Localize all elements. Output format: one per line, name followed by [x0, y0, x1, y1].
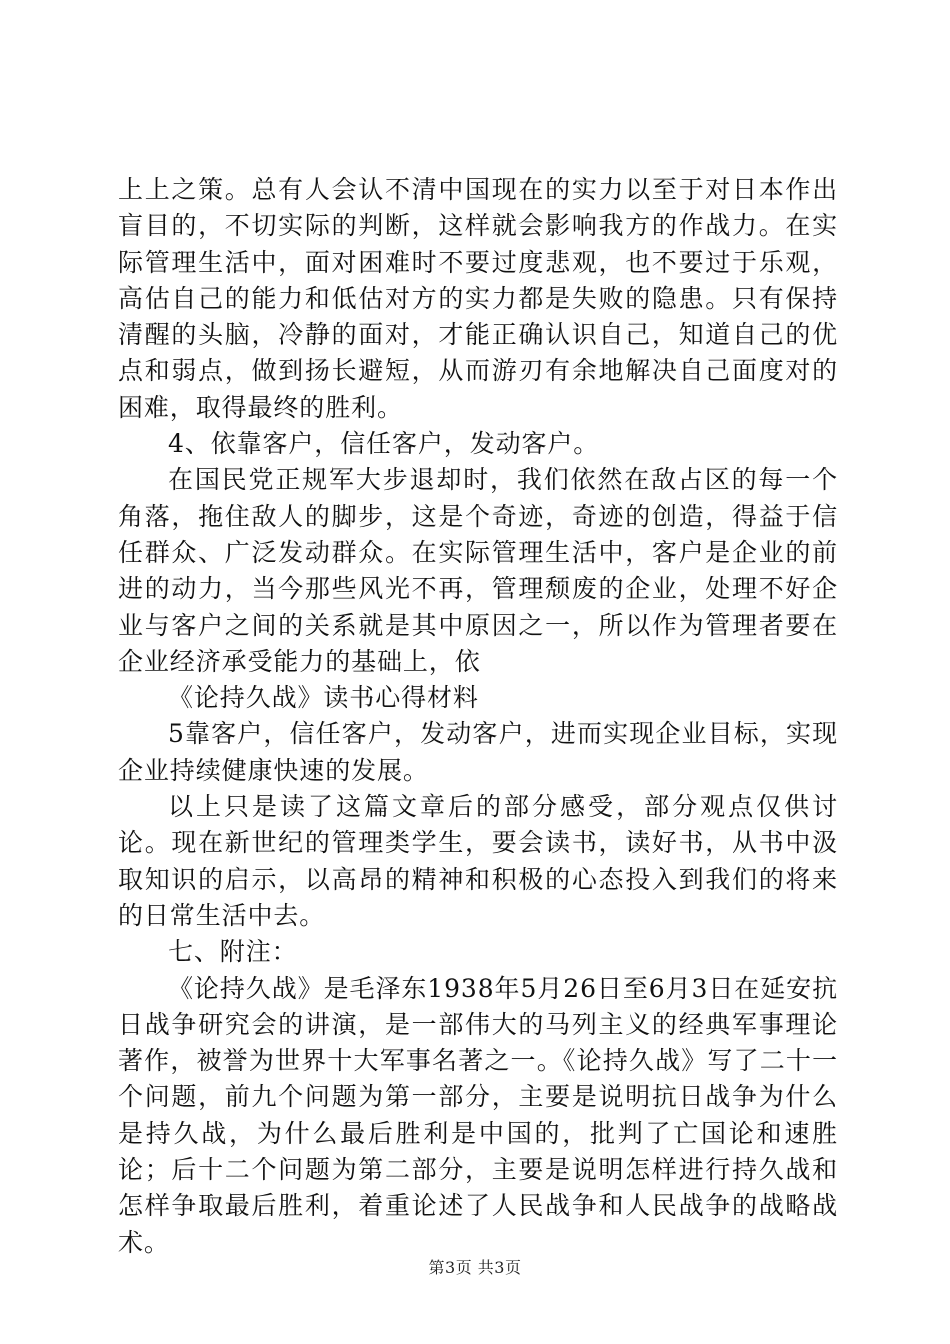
paragraph-rely-on-customers: 5靠客户，信任客户，发动客户，进而实现企业目标，实现企业持续健康快速的发展。 — [118, 719, 838, 785]
paragraph-trust-masses: 在国民党正规军大步退却时，我们依然在敌占区的每一个角落，拖住敌人的脚步，这是个奇迹，奇迹的创造，得益于信任群众、广泛发动群众。在实际管理生活中，客户是企业的前进的动力，当今那些风光不再，管理颓废的企业，处理不好企业与客户之间的关系就是其中原因之一，所以作为管理者要在企业经济承受能力的基础上，依 — [118, 465, 838, 676]
paragraph-notes: 《论持久战》是毛泽东1938年5月26日至6月3日在延安抗日战争研究会的讲演，是一部伟大的马列主义的经典军事理论著作，被誉为世界十大军事名著之一。《论持久战》写了二十一个问题，前九个问题为第一部分，主要是说明抗日战争为什么是持久战，为什么最后胜利是中国的，批判了亡国论和速胜论；后十二个问题为第二部分，主要是说明怎样进行持久战和怎样争取最后胜利，着重论述了人民战争和人民战争的战略战术。 — [118, 973, 838, 1257]
document-title-line: 《论持久战》读书心得材料 — [168, 683, 479, 713]
page-footer: 第3页 共3页 — [428, 1258, 522, 1277]
document-body — [118, 172, 838, 1261]
paragraph-conclusion: 以上只是读了这篇文章后的部分感受，部分观点仅供讨论。现在新世纪的管理类学生，要会读书，读好书，从书中汲取知识的启示，以高昂的精神和积极的心态投入到我们的将来的日常生活中去。 — [118, 792, 838, 930]
section-heading-4: 4、依靠客户，信任客户，发动客户。 — [168, 429, 600, 459]
section-heading-notes: 七、附注： — [168, 937, 298, 967]
paragraph-continuation: 上上之策。总有人会认不清中国现在的实力以至于对日本作出盲目的，不切实际的判断，这样就会影响我方的作战力。在实际管理生活中，面对困难时不要过度悲观，也不要过于乐观，高估自己的能力和低估对方的实力都是失败的隐患。只有保持清醒的头脑，冷静的面对，才能正确认识自己，知道自己的优点和弱点，做到扬长避短，从而游刃有余地解决自己面度对的困难，取得最终的胜利。 — [118, 175, 838, 422]
